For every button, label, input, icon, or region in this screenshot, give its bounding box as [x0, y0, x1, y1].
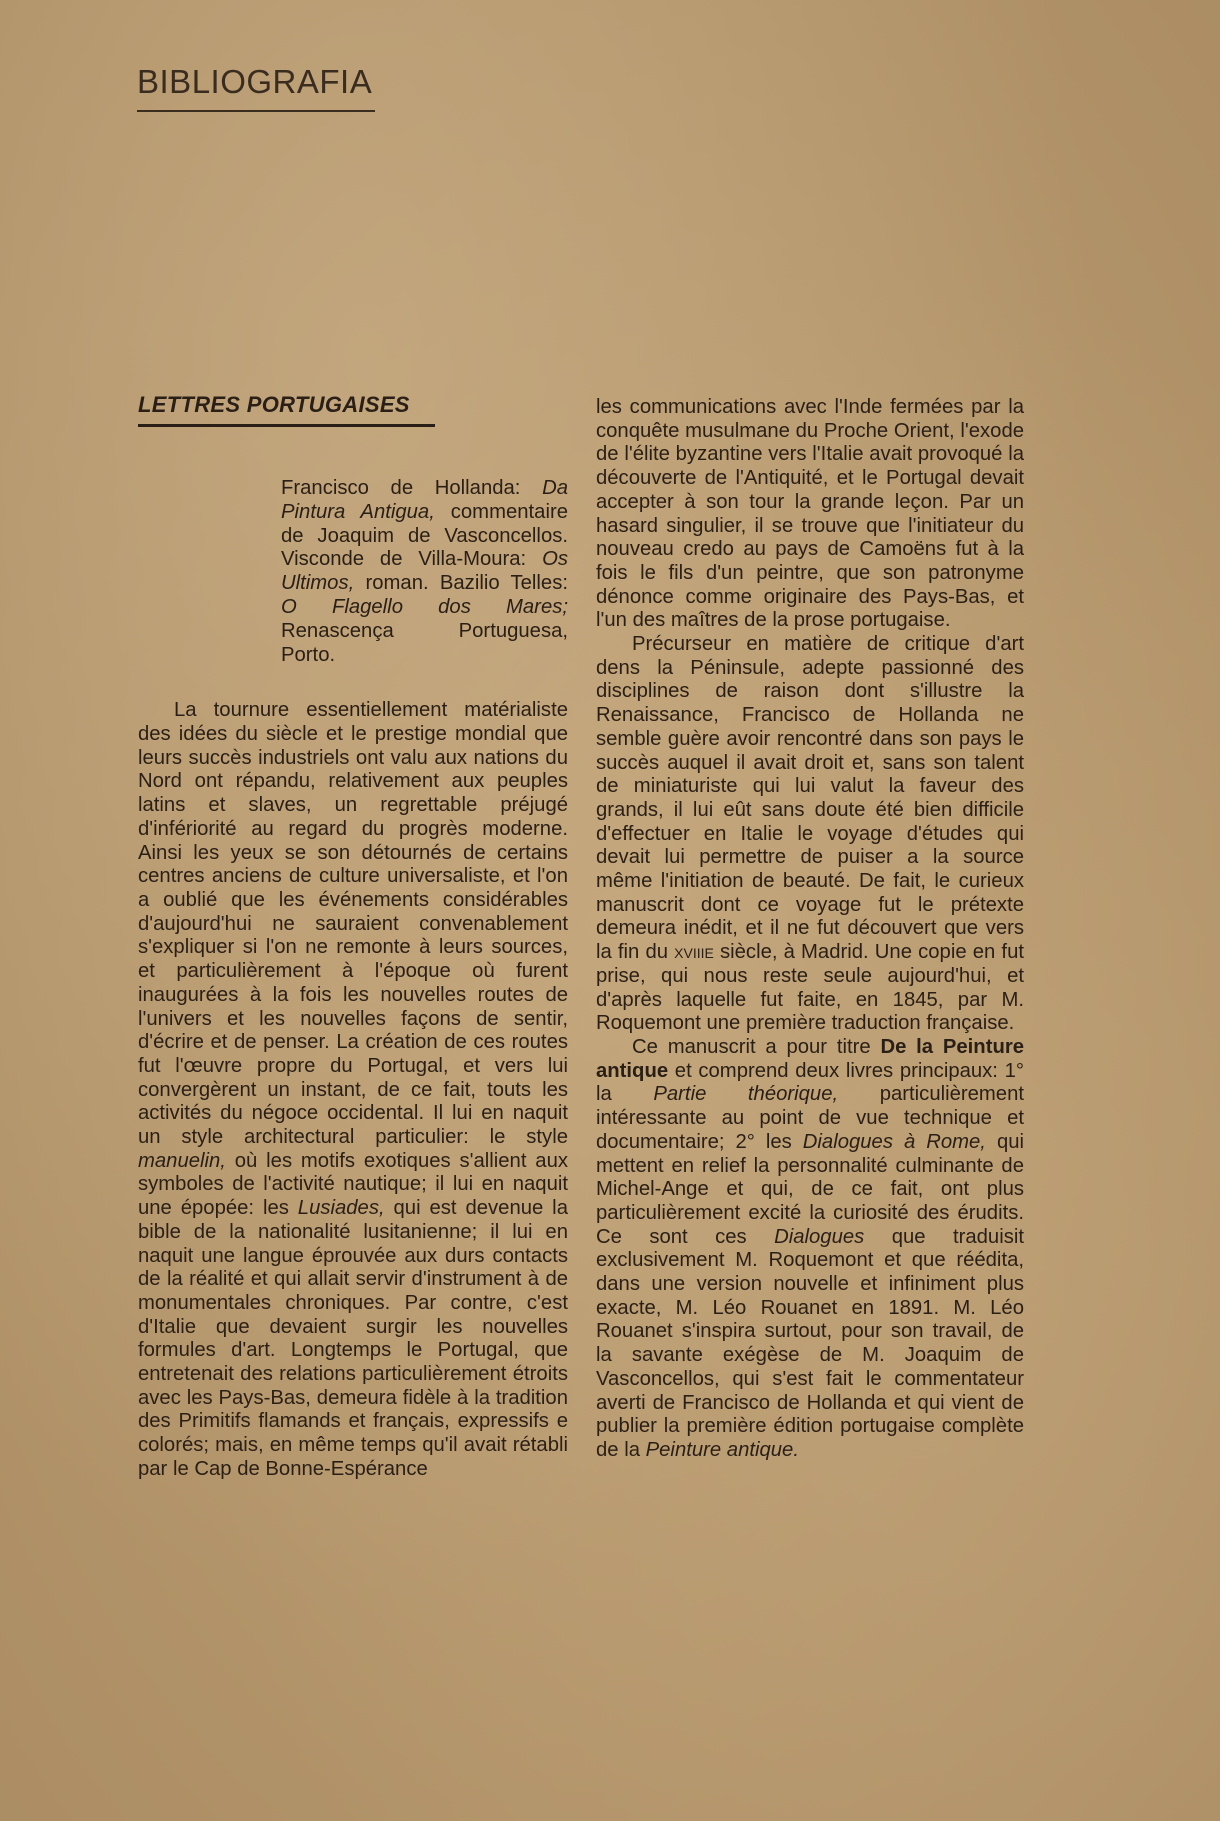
section-rule: [138, 424, 435, 427]
body-paragraph: [596, 633, 1024, 1036]
text-run: La tournure essentiellement matérialiste des idées du siècle et le prestige mondial que leurs succès industriels ont valu aux nations du Nord ont répandu, relativement aux peuples latins et slaves, un regrettable préjugé d'infériorité au regard du progrès moderne. Ainsi les yeux se son détournés de certains centres anciens de culture universaliste, et l'on a oublié que les événements considérables d'aujourd'hui ne sauraient convenablement s'expliquer si l'on ne remonte à leurs sources, et particulièrement à l'époque où furent inaugurées à la fois les nouvelles routes de l'univers et les nouvelles façons de sentir, d'écrire et de penser. La création de ces routes fut l'œuvre propre du Portugal, et vers lui convergèrent un instant, de ce fait, touts les activités du négoce occidental. Il lui en naquit un style architectural particulier: le style: [138, 699, 568, 1149]
text-run: et comprend deux livres principaux: 1° la: [596, 1059, 1024, 1106]
italic-term: Partie théorique,: [653, 1083, 839, 1106]
header-title: BIBLIOGRAFIA: [137, 63, 373, 100]
bibliographic-references: [281, 477, 568, 667]
text-run: particulièrement intéressante au point de vue technique et documentaire; 2° les: [596, 1083, 1025, 1153]
running-header: [137, 62, 377, 112]
ref-text-3: Renascença Portuguesa, Porto.: [281, 619, 568, 666]
text-run: Ce manuscrit a pour titre: [632, 1035, 871, 1058]
ref-title-3: O Flagello dos Mares;: [281, 595, 568, 618]
ref-text-2: roman. Bazilio Telles:: [365, 572, 568, 595]
text-run: siècle, à Madrid. Une copie en fut prise, qui nous reste seule aujourd'hui, et d'après laquelle fut faite, en 1845, par M. Roquemont une première traduction française.: [596, 941, 1024, 1035]
ref-text-1: commentaire de Joaquim de Vasconcellos. Visconde de Villa-Moura:: [281, 500, 568, 571]
text-run: Précurseur en matière de critique d'art dens la Péninsule, adepte passionné des disciplines de raison dont s'illustre la Renaissance, Francisco de Hollanda ne semble guère avoir rencontré dans son pays le succès auquel il avait droit et, sans son talent de miniaturiste qui lui valut la faveur des grands, il lui eût sans doute été bien difficile d'effectuer en Italie le voyage d'études qui devait lui permettre de puiser a la source même l'initiation de beauté. De fait, le curieux manuscrit dont ce voyage fut le prétexte demeura inédit, et il ne fut découvert que vers la fin du: [596, 633, 1024, 964]
ref-title-2: Os Ultimos,: [281, 548, 568, 595]
text-run: que traduisit exclusivement M. Roquemont et que réédita, dans une version nouvelle et infiniment plus exacte, M. Léo Rouanet en 1891. M. Léo Rouanet s'inspira surtout, pour son travail, de la savante exégèse de M. Joaquim de Vasconcellos, qui s'est fait le commentateur averti de Francisco de Hollanda et qui vient de publier la première édition portugaise complète de la: [596, 1225, 1024, 1461]
section-title: LETTRES PORTUGAISES: [138, 392, 410, 417]
left-column: [138, 392, 568, 1482]
header-rule: [137, 110, 375, 112]
body-paragraph: [596, 1036, 1024, 1463]
italic-term: Lusiades,: [297, 1197, 385, 1220]
text-run: qui est devenue la bible de la nationalité lusitanienne; il lui en naquit une langue éprouvée aux durs contacts de la réalité et qui allait servir d'instrument à de monumentales chroniques. Par contre, c'est d'Italie que devaient surgir les nouvelles formules d'art. Longtemps le Portugal, que entretenait des relations particulièrement étroits avec les Pays-Bas, demeura fidèle à la tradition des Primitifs flamands et français, expressifs e colorés; mais, en même temps qu'il avait rétabli par le Cap de Bonne-Espérance: [138, 1197, 568, 1480]
text-run: qui mettent en relief la personnalité culminante de Michel-Ange et qui, de ce fait, ont plus particulièrement excité la curiosité des érudits. Ce sont ces: [596, 1130, 1025, 1248]
italic-term: manuelin,: [138, 1149, 226, 1172]
right-column: [596, 396, 1024, 1463]
italic-term: Peinture antique.: [645, 1438, 799, 1461]
ref-author-1: Francisco de Hollanda:: [281, 477, 521, 499]
italic-term: Dialogues à Rome,: [802, 1130, 986, 1153]
century-numeral: xviiie: [674, 941, 714, 964]
bold-title: De la Peinture antique: [596, 1035, 1025, 1082]
body-paragraph: les communications avec l'Inde fermées par la conquête musulmane du Proche Orient, l'exode de l'élite byzantine vers l'Italie avait provoqué la découverte de l'Antiquité, et le Portugal devait accepter à son tour la grande leçon. Par un hasard singulier, il se trouve que l'initiateur du nouveau credo au pays de Camoëns fut à la fois le fils d'un peintre, que son patronyme dénonce comme originaire des Pays-Bas, et l'un des maîtres de la prose portugaise.: [596, 396, 1024, 632]
text-run: où les motifs exotiques s'allient aux symboles de l'activité nautique; il lui en naquit une épopée: les: [138, 1149, 568, 1220]
body-paragraph: [138, 699, 568, 1481]
italic-term: Dialogues: [774, 1225, 865, 1248]
ref-title-1: Da Pintura Antigua,: [281, 477, 568, 523]
